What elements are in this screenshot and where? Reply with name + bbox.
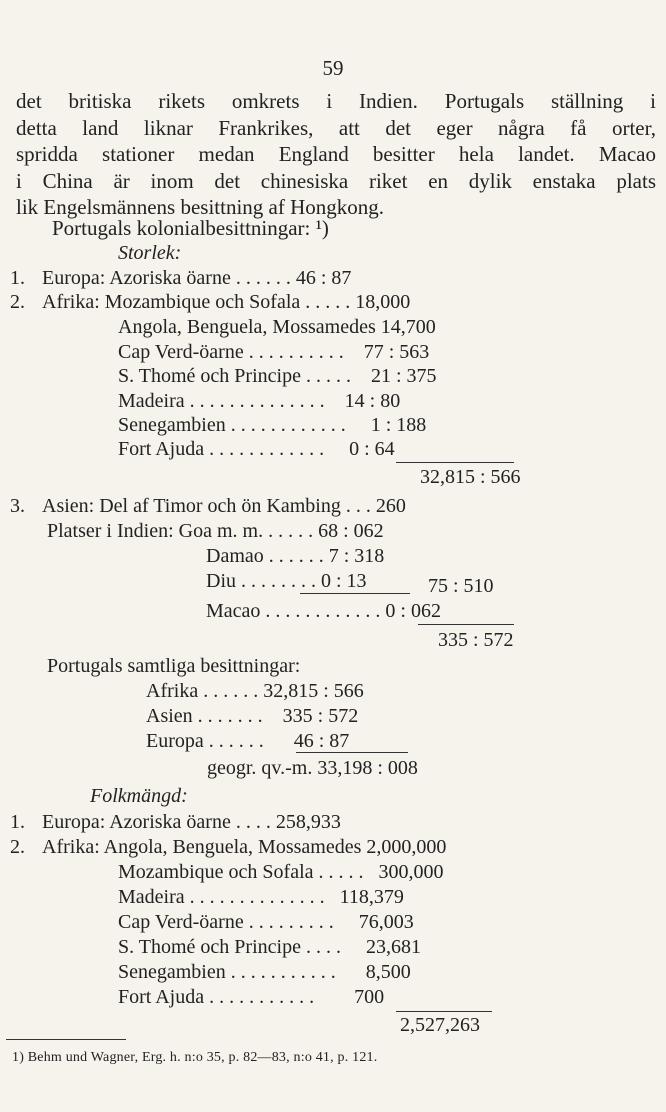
item-number: 1. xyxy=(10,811,25,833)
item-number: 1. xyxy=(10,267,25,289)
sum-rule xyxy=(418,624,514,625)
folkmangd-heading: Folkmängd: xyxy=(90,785,188,807)
storlek-heading: Storlek: xyxy=(118,242,182,264)
item-number: 3. xyxy=(10,495,25,517)
pop-row: S. Thomé och Principe . . . . 23,681 xyxy=(118,936,421,958)
area-diu: Diu . . . . . . . . 0 : 13 xyxy=(206,570,367,592)
text-line: lik Engelsmännens besittning af Hongkong. xyxy=(16,195,385,219)
pop-row: Cap Verd-öarne . . . . . . . . . 76,003 xyxy=(118,911,414,933)
pop-europa: Europa: Azoriska öarne . . . . 258,933 xyxy=(42,811,341,833)
samtliga-row: Afrika . . . . . . 32,815 : 566 xyxy=(146,680,364,702)
colonial-heading: Portugals kolonialbesittningar: ¹) xyxy=(52,216,329,240)
samtliga-total: geogr. qv.-m. 33,198 : 008 xyxy=(207,757,418,779)
area-indien-goa: Platser i Indien: Goa m. m. . . . . . 68 : 062 xyxy=(47,520,384,542)
sum-rule xyxy=(300,593,410,594)
text-line: i China är inom det chinesiska riket en dylik enstaka plats xyxy=(16,168,656,193)
text-line: detta land liknar Frankrikes, att det eger några få orter, xyxy=(16,115,656,140)
area-afrika-total: 32,815 : 566 xyxy=(420,466,521,488)
pop-row: Fort Ajuda . . . . . . . . . . . 700 xyxy=(118,986,385,1008)
footnote-rule xyxy=(6,1039,126,1040)
samtliga-row: Europa . . . . . . 46 : 87 xyxy=(146,730,350,752)
area-row: Senegambien . . . . . . . . . . . . 1 : 188 xyxy=(118,414,427,436)
pop-afrika-total: 2,527,263 xyxy=(400,1014,480,1036)
text-line: spridda stationer medan England besitter hela landet. Macao xyxy=(16,142,656,166)
pop-row: Mozambique och Sofala . . . . . 300,000 xyxy=(118,861,444,883)
area-indien-sum: 75 : 510 xyxy=(428,575,494,597)
item-number: 2. xyxy=(10,836,25,858)
sum-rule xyxy=(396,462,514,463)
area-asien-timor: Asien: Del af Timor och ön Kambing . . . 260 xyxy=(42,495,406,517)
page-number: 59 xyxy=(322,56,344,80)
area-macao: Macao . . . . . . . . . . . . 0 : 062 xyxy=(206,600,441,622)
footnote: 1) Behm und Wagner, Erg. h. n:o 35, p. 82—83, n:o 41, p. 121. xyxy=(12,1050,378,1065)
area-afrika-mozambique: Afrika: Mozambique och Sofala . . . . . 18,000 xyxy=(42,291,411,313)
item-number: 2. xyxy=(10,291,25,313)
area-damao: Damao . . . . . . 7 : 318 xyxy=(206,545,385,567)
samtliga-heading: Portugals samtliga besittningar: xyxy=(47,655,301,677)
pop-row: Madeira . . . . . . . . . . . . . . 118,379 xyxy=(118,886,404,908)
pop-afrika-angola: Afrika: Angola, Benguela, Mossamedes 2,000,000 xyxy=(42,836,447,858)
area-row: Angola, Benguela, Mossamedes 14,700 xyxy=(118,316,436,338)
area-row: Fort Ajuda . . . . . . . . . . . . 0 : 64 xyxy=(118,438,395,460)
area-europa: Europa: Azoriska öarne . . . . . . 46 : 87 xyxy=(42,267,352,289)
pop-row: Senegambien . . . . . . . . . . . 8,500 xyxy=(118,961,411,983)
samtliga-row: Asien . . . . . . . 335 : 572 xyxy=(146,705,359,727)
text-line: det britiska rikets omkrets i Indien. Portugals ställning i xyxy=(16,89,656,113)
intro-paragraph xyxy=(16,88,656,221)
area-row: Cap Verd-öarne . . . . . . . . . . 77 : 563 xyxy=(118,341,430,363)
sum-rule xyxy=(396,1011,492,1012)
sum-rule xyxy=(296,752,408,753)
area-row: S. Thomé och Principe . . . . . 21 : 375 xyxy=(118,365,437,387)
area-asien-total: 335 : 572 xyxy=(438,629,514,651)
area-row: Madeira . . . . . . . . . . . . . . 14 : 80 xyxy=(118,390,401,412)
